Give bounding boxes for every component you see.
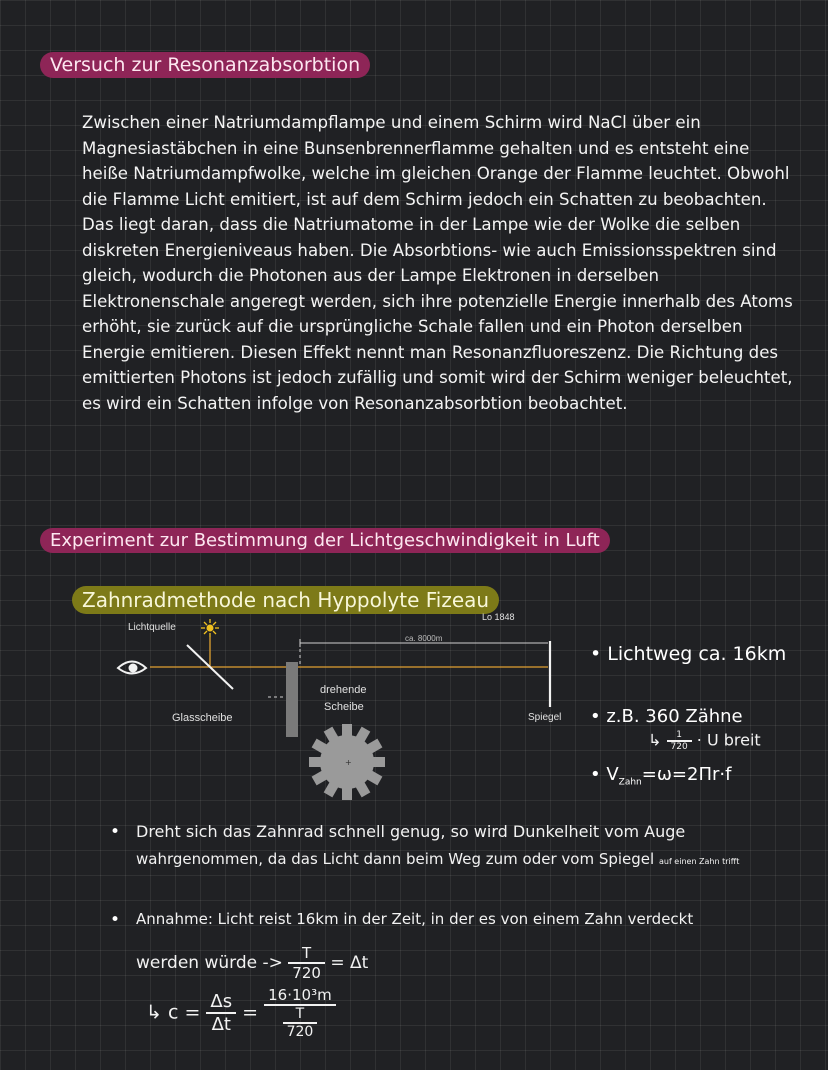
side-note-1: • Lichtweg ca. 16km: [590, 643, 787, 665]
subsection-title-fizeau: Zahnradmethode nach Hyppolyte Fizeau: [72, 586, 499, 614]
formula-prefix: ↳ c =: [146, 1001, 201, 1024]
formula-frac-1: [206, 991, 236, 1035]
fizeau-year: Lo 1848: [482, 612, 515, 622]
side-note-3-frac: [667, 730, 692, 752]
light-source-icon: [201, 619, 219, 637]
side-note-2: • z.B. 360 Zähne: [590, 706, 743, 727]
side-note-4-sub: Zahn: [618, 777, 642, 788]
side-note-4-rest: =ω=2Πr·f: [641, 764, 732, 785]
formula-inner-num: T: [283, 1006, 318, 1024]
bullet-2-tail: = Δt: [330, 953, 369, 973]
light-source-label: Lichtquelle: [128, 622, 176, 633]
disc-label-1: drehende: [320, 684, 367, 696]
glass-label: Glasscheibe: [172, 712, 233, 724]
eye-icon: [118, 662, 146, 674]
bullet-2-num: T: [288, 944, 325, 964]
formula-eq: =: [242, 1001, 259, 1024]
bullet-1-line2-text: wahrgenommen, da das Licht dann beim Weg zum oder vom Spiegel: [136, 850, 655, 868]
side-note-4: • $V_{Zahn}=\omega=2\Pi r\cdot f$: [590, 764, 732, 788]
disc-label-2: Scheibe: [324, 701, 364, 713]
bullet-1-line2: [136, 850, 739, 868]
bullet-2-line2-text: werden würde ->: [136, 953, 283, 973]
side-note-3-prefix: ↳: [648, 730, 662, 750]
formula-inner-den: 720: [286, 1024, 314, 1040]
distance-label: ca. 8000m: [405, 634, 443, 643]
side-note-3: [648, 730, 761, 752]
formula-frac-2: [264, 986, 336, 1040]
bullet-1-line1: Dreht sich das Zahnrad schnell genug, so wird Dunkelheit vom Auge: [136, 822, 686, 841]
bullet-1-dot: •: [110, 822, 121, 842]
formula-den-2-block: [264, 1006, 336, 1040]
rotating-disc-bar: [286, 662, 298, 737]
side-note-3-num: 1: [667, 730, 692, 742]
fizeau-diagram: [0, 615, 600, 805]
mirror-label: Spiegel: [528, 712, 562, 723]
section-title-light-speed: Experiment zur Bestimmung der Lichtgeschwindigkeit in Luft: [40, 528, 610, 553]
bullet-2-frac: [288, 944, 325, 982]
section-title-resonance: Versuch zur Resonanzabsorbtion: [40, 52, 370, 78]
gear-icon: [309, 724, 385, 800]
side-note-3-suffix: · U breit: [696, 730, 761, 750]
formula-den-1: Δt: [211, 1014, 231, 1035]
side-note-1-text: Lichtweg ca. 16km: [607, 643, 787, 665]
bullet-2-dot: •: [110, 910, 121, 930]
formula-num-2: 16·10³m: [264, 986, 336, 1006]
side-note-2-text: z.B. 360 Zähne: [606, 706, 743, 727]
formula-inner-frac: [283, 1006, 318, 1040]
bullet-2-den: 720: [292, 964, 321, 982]
formula-num-1: Δs: [206, 991, 236, 1014]
bullet-2-line1: Annahme: Licht reist 16km in der Zeit, in der es von einem Zahn verdeckt: [136, 910, 694, 928]
side-note-4-v: V: [606, 764, 619, 785]
bullet-2-line2: [136, 944, 368, 982]
side-note-3-den: 720: [670, 742, 688, 752]
bullet-1-small: auf einen Zahn trifft: [658, 857, 740, 866]
resonance-paragraph: Zwischen einer Natriumdampflampe und einem Schirm wird NaCl über ein Magnesiastäbchen in eine Bunsenbrennerflamme gehalten und es entsteht eine heiße Natriumdampfwolke, welche im gleichen Orange der Flamme leuchtet. Obwohl die Flamme Licht emitiert, ist auf dem Schirm jedoch ein Schatten zu beobachten. Das liegt daran, dass die Natriumatome in der Lampe wie der Wolke die selben diskreten Energieniveaus haben. Die Absorbtions- wie auch Emissionsspektren sind gleich, wodurch die Photonen aus der Lampe Elektronen in derselben Elektronenschale angeregt werden, sich ihre potenzielle Energie innerhalb des Atoms erhöht, sie zurück auf die ursprüngliche Schale fallen und ein Photon derselben Energie emitieren. Diesen Effekt nennt man Resonanzfluoreszenz. Die Richtung des emittierten Photons ist jedoch zufällig und somit wird der Schirm weniger beleuchtet, es wird ein Schatten infolge von Resonanzabsorbtion beobachtet.: [82, 113, 793, 413]
svg-text:+: +: [345, 758, 352, 767]
formula: [146, 986, 336, 1040]
